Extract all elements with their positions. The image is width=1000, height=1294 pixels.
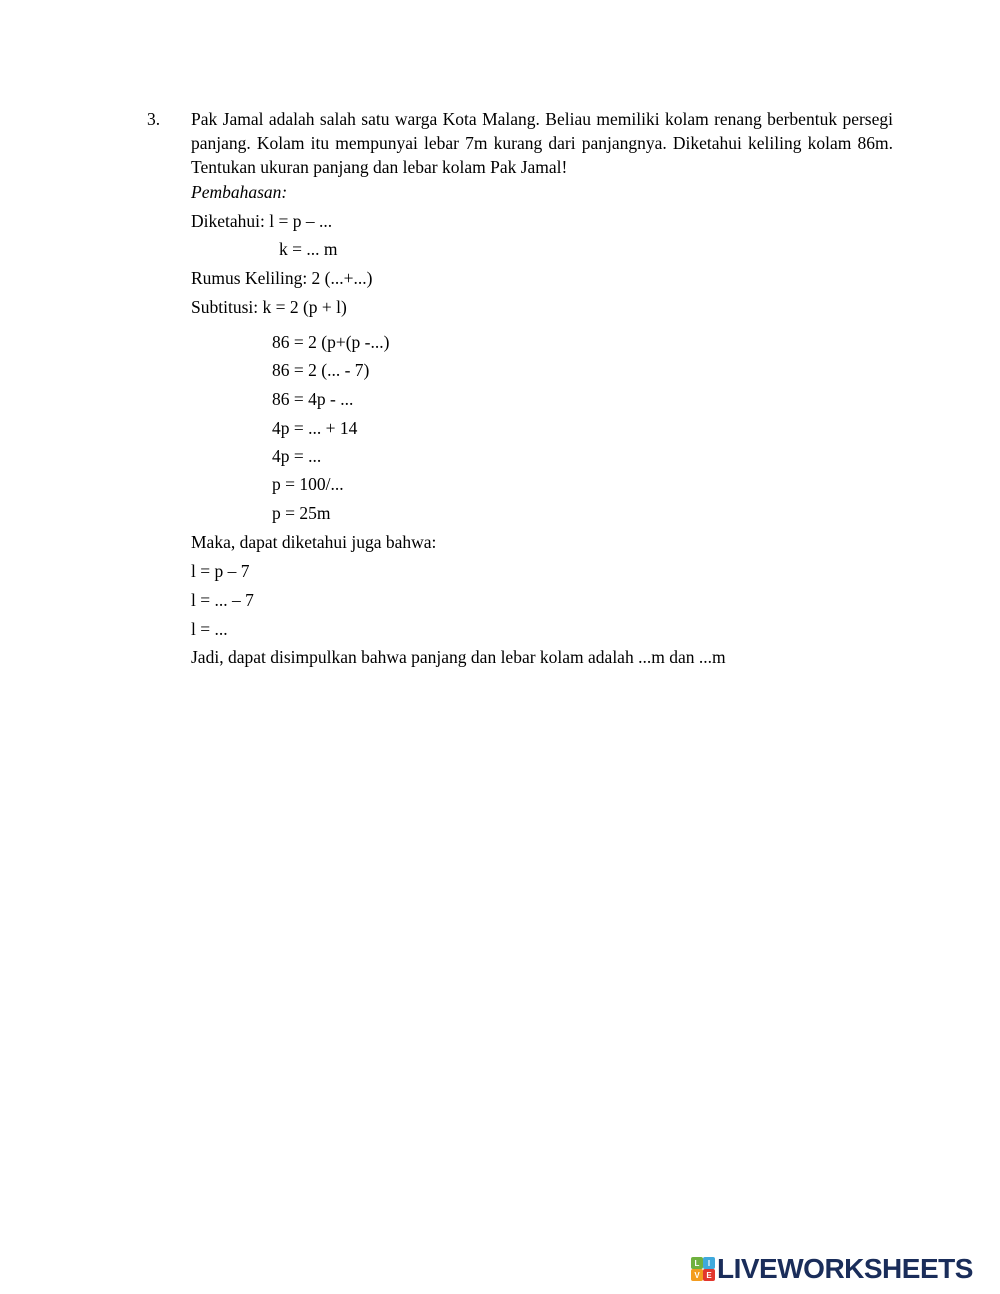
step-line: p = 100/... (272, 474, 344, 494)
solution-heading: Pembahasan: (191, 182, 288, 202)
width-step-line: l = ... (191, 619, 228, 639)
step-line: 86 = 2 (p+(p -...) (272, 332, 390, 352)
step-line: 86 = 4p - ... (272, 389, 354, 409)
known-width-line: Diketahui: l = p – ... (191, 211, 333, 231)
conclusion-line: Jadi, dapat disimpulkan bahwa panjang dan lebar kolam adalah ...m dan ...m (191, 647, 726, 667)
question-text: Pak Jamal adalah salah satu warga Kota Malang. Beliau memiliki kolam renang berbentuk persegi panjang. Kolam itu mempunyai lebar 7m kurang dari panjangnya. Diketahui keliling kolam 86m. Tentukan ukuran panjang dan lebar kolam Pak Jamal! (191, 109, 893, 177)
logo-tile-l: L (691, 1257, 703, 1269)
width-step-line: l = p – 7 (191, 561, 250, 581)
known-perimeter-line: k = ... m (279, 239, 338, 259)
substitution-line: Subtitusi: k = 2 (p + l) (191, 297, 347, 317)
logo-tile-i: I (703, 1257, 715, 1269)
step-line: 86 = 2 (... - 7) (272, 360, 370, 380)
width-step-line: l = ... – 7 (191, 590, 254, 610)
then-line: Maka, dapat diketahui juga bahwa: (191, 532, 437, 552)
step-line: 4p = ... (272, 446, 322, 466)
liveworksheets-logo (691, 1254, 973, 1284)
logo-tile-e: E (703, 1269, 715, 1281)
step-line: p = 25m (272, 503, 331, 523)
liveworksheets-logo-icon (691, 1257, 715, 1281)
logo-tile-v: V (691, 1269, 703, 1281)
question-number: 3. (147, 109, 161, 129)
step-line: 4p = ... + 14 (272, 418, 358, 438)
liveworksheets-wordmark: LIVEWORKSHEETS (717, 1253, 973, 1284)
formula-line: Rumus Keliling: 2 (...+...) (191, 268, 373, 288)
